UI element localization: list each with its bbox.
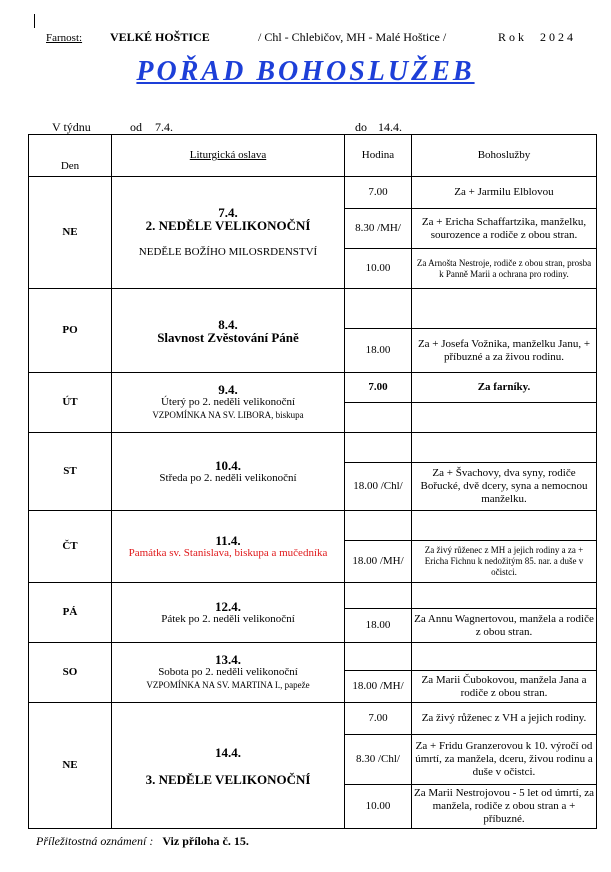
hour-cell: 10.00 (345, 785, 412, 829)
service-cell: Za + Ericha Schaffartzika, manželku, sourozence a rodiče z obou stran. (412, 209, 597, 249)
hour-cell: 7.00 (345, 177, 412, 209)
hour-cell (345, 403, 412, 433)
page-title: POŘAD BOHOSLUŽEB (136, 56, 475, 87)
hour-cell: 18.00 (345, 609, 412, 643)
col-services: Bohoslužby (412, 135, 597, 177)
hour-cell (345, 289, 412, 329)
table-row (29, 289, 597, 329)
week-to-label: do (355, 120, 367, 134)
hour-cell: 7.00 (345, 703, 412, 735)
celebration-cell: 10.4. Středa po 2. neděli velikonoční (112, 433, 345, 511)
service-cell (412, 583, 597, 609)
celebration-cell: 11.4. Památka sv. Stanislava, biskupa a mučedníka (112, 511, 345, 583)
celebration-cell: 9.4. Úterý po 2. neděli velikonoční VZPOMÍNKA NA SV. LIBORA, biskupa (112, 373, 345, 433)
hour-cell: 18.00 (345, 329, 412, 373)
service-cell: Za živý růženec z MH a jejich rodiny a za + Ericha Fichnu k nedožitým 85. nar. a duše v očistci. (412, 541, 597, 583)
table-row (29, 583, 597, 609)
hour-cell: 18.00 /Chl/ (345, 463, 412, 511)
service-cell (412, 289, 597, 329)
col-day: Den (29, 135, 112, 177)
schedule-table (28, 134, 597, 829)
table-row (29, 177, 597, 209)
service-cell (412, 511, 597, 541)
hour-cell (345, 583, 412, 609)
week-to: 14.4. (378, 120, 402, 134)
hour-cell (345, 511, 412, 541)
service-cell: Za + Josefa Vožnika, manželku Janu, + příbuzné a za živou rodinu. (412, 329, 597, 373)
celebration-cell: 14.4. 3. NEDĚLE VELIKONOČNÍ (112, 703, 345, 829)
footer-label: Příležitostná oznámení : (36, 834, 154, 848)
table-row (29, 373, 597, 403)
service-cell: Za Annu Wagnertovou, manžela a rodiče z obou stran. (412, 609, 597, 643)
hour-cell: 8.30 /Chl/ (345, 735, 412, 785)
celebration-cell: 7.4. 2. NEDĚLE VELIKONOČNÍ NEDĚLE BOŽÍHO MILOSRDENSTVÍ (112, 177, 345, 289)
day-cell: PÁ (29, 583, 112, 643)
day-cell: NE (29, 177, 112, 289)
service-cell (412, 643, 597, 671)
hour-cell: 18.00 /MH/ (345, 541, 412, 583)
hour-cell: 10.00 (345, 249, 412, 289)
hour-cell (345, 643, 412, 671)
week-from: 7.4. (155, 120, 173, 134)
table-row (29, 703, 597, 735)
service-cell: Za + Fridu Granzerovou k 10. výročí od úmrtí, za manžela, dceru, živou rodinu a duše v očistci. (412, 735, 597, 785)
day-cell: ST (29, 433, 112, 511)
parish-name: VELKÉ HOŠTICE (110, 30, 210, 44)
celebration-cell: 13.4. Sobota po 2. neděli velikonoční VZPOMÍNKA NA SV. MARTINA I., papeže (112, 643, 345, 703)
day-cell: NE (29, 703, 112, 829)
service-cell: Za Marii Nestrojovou - 5 let od úmrtí, za manžela, rodiče z obou stran a + příbuzné. (412, 785, 597, 829)
table-row (29, 643, 597, 671)
table-row (29, 511, 597, 541)
celebration-cell: 12.4. Pátek po 2. neděli velikonoční (112, 583, 345, 643)
table-row (29, 433, 597, 463)
hour-cell: 18.00 /MH/ (345, 671, 412, 703)
header-row (29, 135, 597, 177)
year-value: 2 0 2 4 (540, 30, 573, 44)
week-from-label: od (130, 120, 142, 134)
service-cell: Za Arnošta Nestroje, rodiče z obou stran, prosba k Panně Marii a ochrana pro rodiny. (412, 249, 597, 289)
col-hour: Hodina (345, 135, 412, 177)
service-cell: Za farníky. (412, 373, 597, 403)
day-cell: PO (29, 289, 112, 373)
week-label: V týdnu (52, 120, 91, 134)
cursor-mark (34, 14, 35, 28)
day-cell: ČT (29, 511, 112, 583)
year-label: R o k (498, 30, 525, 44)
service-cell (412, 433, 597, 463)
filial-churches: / Chl - Chlebičov, MH - Malé Hoštice / (258, 30, 447, 44)
hour-cell: 8.30 /MH/ (345, 209, 412, 249)
hour-cell (345, 433, 412, 463)
service-cell: Za + Švachovy, dva syny, rodiče Bořucké, dvě dcery, syna a nemocnou manželku. (412, 463, 597, 511)
day-cell: SO (29, 643, 112, 703)
footer-text: Viz příloha č. 15. (162, 834, 249, 848)
col-celebration: Liturgická oslava (112, 135, 345, 177)
service-cell: Za živý růženec z VH a jejich rodiny. (412, 703, 597, 735)
service-cell: Za + Jarmilu Elblovou (412, 177, 597, 209)
service-cell (412, 403, 597, 433)
day-cell: ÚT (29, 373, 112, 433)
hour-cell: 7.00 (345, 373, 412, 403)
service-cell: Za Marii Čubokovou, manžela Jana a rodiče z obou stran. (412, 671, 597, 703)
parish-label: Farnost: (46, 32, 83, 44)
footer-note (36, 834, 249, 849)
celebration-cell: 8.4. Slavnost Zvěstování Páně (112, 289, 345, 373)
